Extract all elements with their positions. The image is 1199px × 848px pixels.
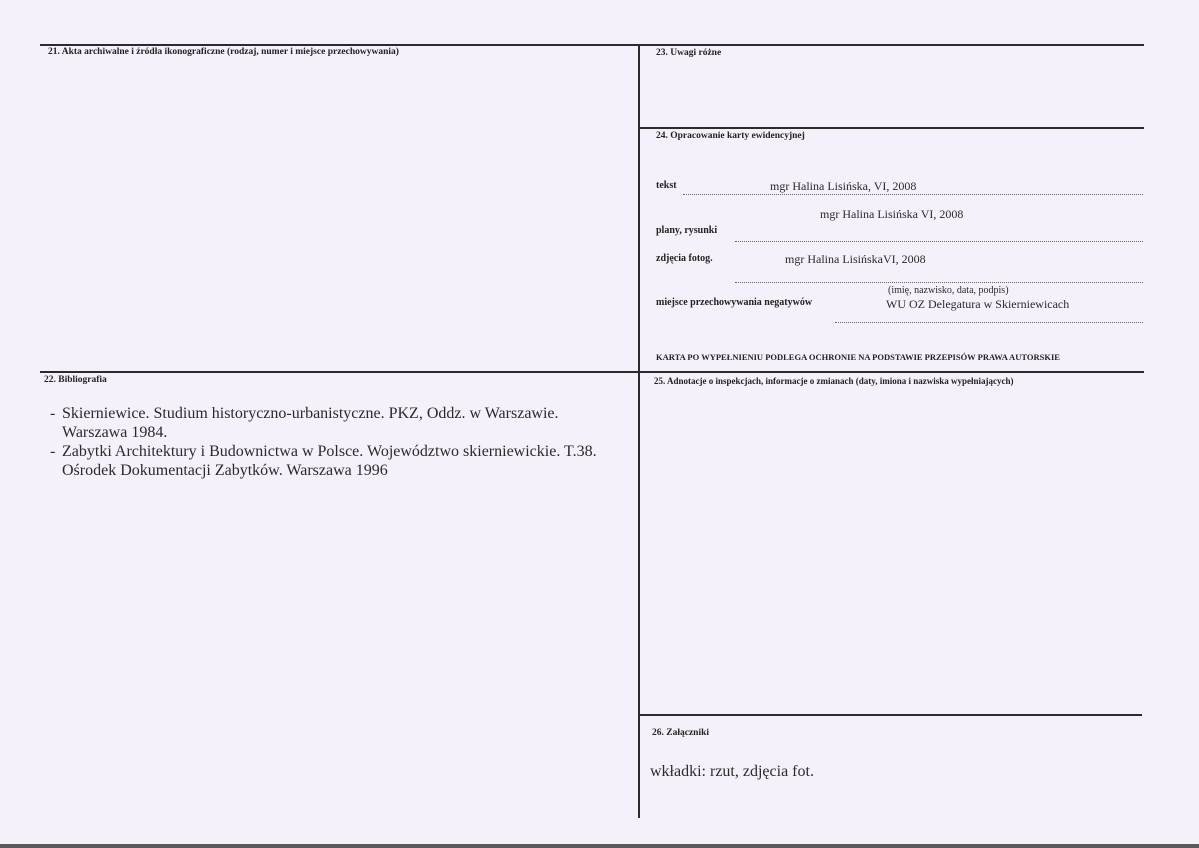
attachments-value: wkładki: rzut, zdjęcia fot. (650, 763, 814, 780)
section-23-title: 23. Uwagi różne (656, 48, 722, 58)
bibliography-item-line: Skierniewice. Studium historyczno-urbanistyczne. PKZ, Oddz. w Warszawie. (62, 405, 559, 422)
tekst-dotted-line (683, 194, 1143, 195)
zdjecia-label: zdjęcia fotog. (656, 253, 713, 264)
zdjecia-dotted-line (735, 282, 1143, 283)
bibliography-item-line: Ośrodek Dokumentacji Zabytków. Warszawa 1996 (62, 462, 388, 479)
divider-25-26 (640, 714, 1142, 716)
negatywy-dotted-line (835, 322, 1143, 323)
plany-label: plany, rysunki (656, 225, 718, 236)
bibliography-item-line: Warszawa 1984. (62, 424, 168, 441)
section-25-title: 25. Adnotacje o inspekcjach, informacje o zmianach (daty, imiona i nazwiska wypełniających) (654, 376, 1014, 386)
signature-hint: (imię, nazwisko, data, podpis) (888, 285, 1009, 296)
divider-23-24 (640, 127, 1144, 129)
bibliography-item-line: Zabytki Architektury i Budownictwa w Polsce. Województwo skierniewickie. T.38. (62, 443, 597, 460)
section-22-title: 22. Bibliografia (44, 375, 107, 385)
bibliography-item: - Zabytki Architektury i Budownictwa w Polsce. Województwo skierniewickie. T.38. Ośrodek Dokumentacji Zabytków. Warszawa 1996 (50, 442, 650, 480)
middle-border-line (40, 371, 1144, 373)
negatywy-value: WU OZ Delegatura w Skierniewicach (886, 297, 1070, 311)
section-26-title: 26. Załączniki (652, 728, 710, 738)
plany-dotted-line (735, 241, 1143, 242)
plany-value: mgr Halina Lisińska VI, 2008 (820, 207, 964, 221)
section-24-title: 24. Opracowanie karty ewidencyjnej (656, 131, 805, 141)
bibliography-item: - Skierniewice. Studium historyczno-urbanistyczne. PKZ, Oddz. w Warszawie. Warszawa 1984. (50, 404, 650, 442)
tekst-value: mgr Halina Lisińska, VI, 2008 (770, 179, 917, 193)
tekst-label: tekst (656, 180, 677, 191)
copyright-notice: KARTA PO WYPEŁNIENIU PODLEGA OCHRONIE NA PODSTAWIE PRZEPISÓW PRAWA AUTORSKIE (656, 352, 1060, 362)
bibliography-list (50, 404, 650, 480)
scan-bottom-edge (0, 844, 1199, 848)
top-border-line (40, 44, 1144, 46)
zdjecia-value: mgr Halina LisińskaVI, 2008 (785, 252, 926, 266)
negatywy-label: miejsce przechowywania negatywów (656, 297, 813, 308)
section-21-title: 21. Akta archiwalne i źródła ikonograficzne (rodzaj, numer i miejsce przechowywania) (48, 47, 399, 57)
